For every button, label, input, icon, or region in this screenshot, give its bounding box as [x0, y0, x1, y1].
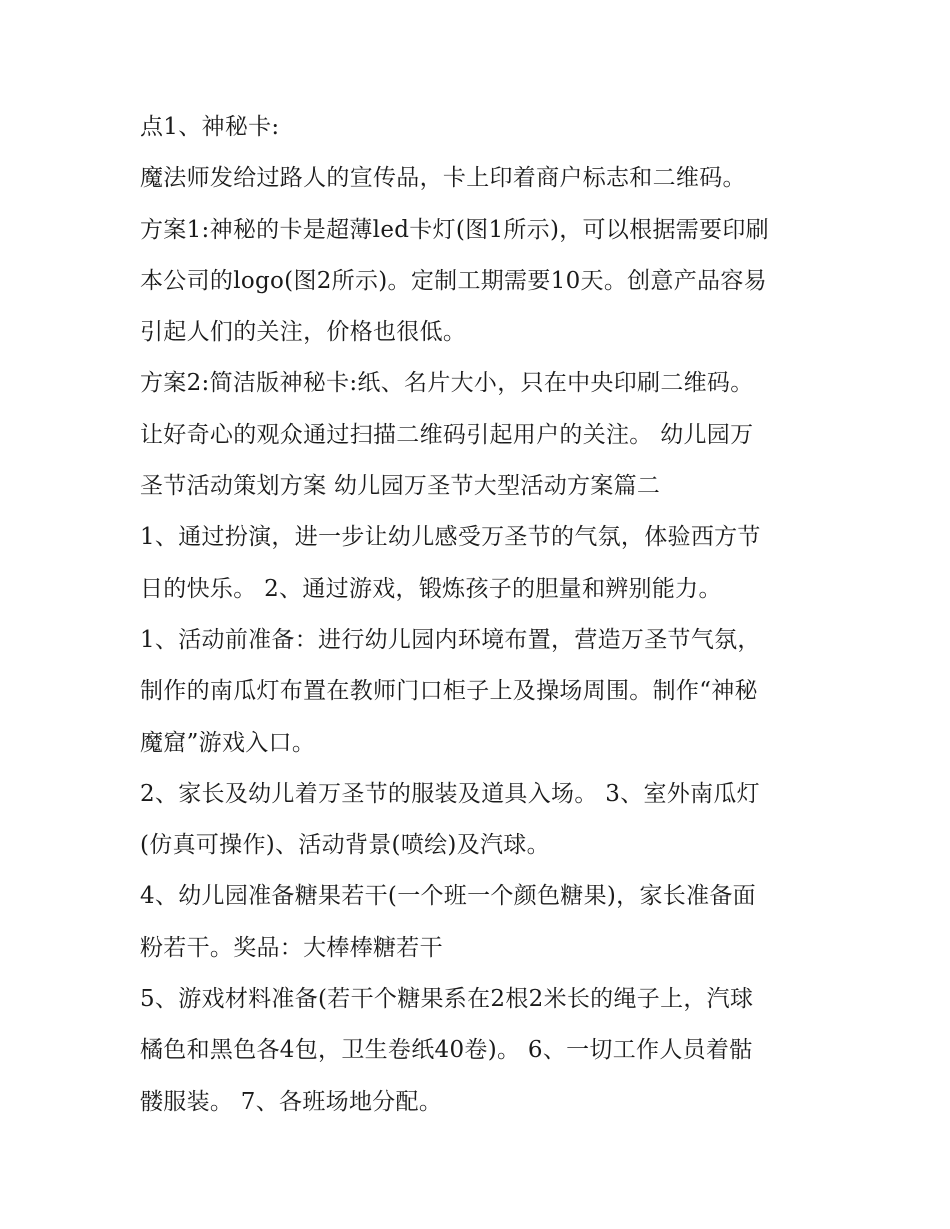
paragraph-5 [140, 512, 820, 615]
text-line: 点1、神秘卡: [140, 114, 280, 140]
text-line: 日的快乐。 2、通过游戏，锻炼孩子的胆量和辨别能力。 [140, 575, 722, 602]
text-line: 方案2:简洁版神秘卡:纸、名片大小，只在中央印刷二维码。 [140, 370, 754, 397]
text-line: 引起人们的关注，价格也很低。 [140, 319, 467, 346]
text-line: 制作的南瓜灯布置在教师门口柜子上及操场周围。制作“神秘 [140, 678, 758, 705]
text-line: (仿真可操作)、活动背景(喷绘)及汽球。 [140, 832, 550, 859]
paragraph-2 [140, 153, 820, 204]
text-line: 橘色和黑色各4包，卫生卷纸40卷)。 6、一切工作人员着骷 [140, 1037, 753, 1064]
text-line: 本公司的logo(图2所示)。定制工期需要10天。创意产品容易 [140, 267, 767, 294]
text-line: 髅服装。 7、各班场地分配。 [140, 1088, 443, 1115]
paragraph-9 [140, 974, 820, 1128]
text-line: 1、活动前准备：进行幼儿园内环境布置，营造万圣节气氛， [140, 626, 761, 653]
paragraph-8 [140, 871, 820, 974]
text-line: 圣节活动策划方案 幼儿园万圣节大型活动方案篇二 [140, 473, 661, 500]
document-body [140, 102, 820, 1128]
text-line: 魔法师发给过路人的宣传品，卡上印着商户标志和二维码。 [140, 165, 746, 192]
paragraph-7 [140, 769, 820, 872]
text-line: 魔窟”游戏入口。 [140, 729, 316, 756]
paragraph-4 [140, 358, 820, 512]
text-line: 方案1:神秘的卡是超薄led卡灯(图1所示)，可以根据需要印刷 [140, 216, 769, 243]
paragraph-1 [140, 102, 820, 153]
text-line: 让好奇心的观众通过扫描二维码引起用户的关注。 幼儿园万 [140, 421, 754, 448]
text-line: 粉若干。奖品：大棒棒糖若干 [140, 934, 443, 961]
text-line: 5、游戏材料准备(若干个糖果系在2根2米长的绳子上，汽球 [140, 986, 754, 1013]
text-line: 1、通过扮演，进一步让幼儿感受万圣节的气氛，体验西方节 [140, 524, 761, 551]
paragraph-3 [140, 205, 820, 359]
text-line: 4、幼儿园准备糖果若干(一个班一个颜色糖果)，家长准备面 [140, 883, 756, 910]
text-line: 2、家长及幼儿着万圣节的服装及道具入场。 3、室外南瓜灯 [140, 780, 760, 807]
paragraph-6 [140, 615, 820, 769]
